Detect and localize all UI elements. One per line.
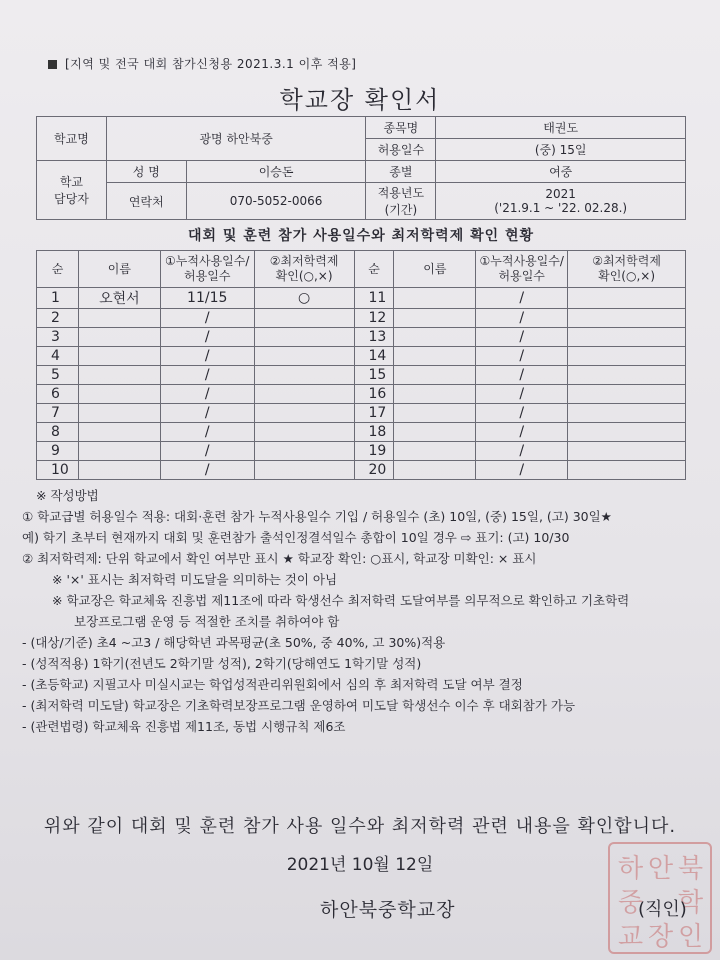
cell-check-left	[254, 309, 354, 328]
header-days-right	[476, 251, 568, 288]
seal-label: (직인)	[638, 899, 687, 920]
detail-5: - (관련법령) 학교체육 진흥법 제11조, 동법 시행규칙 제6조	[22, 719, 346, 734]
seal-char: 학	[678, 888, 704, 918]
header-note-text: [지역 및 전국 대회 참가신청용 2021.3.1 이후 적용]	[65, 57, 357, 71]
note-2: ② 최저학력제: 단위 학교에서 확인 여부만 표시 ★ 학교장 확인: ○표시, 학교장 미확인: × 표시	[22, 551, 537, 566]
year-label	[366, 183, 436, 220]
cell-days-right: /	[476, 328, 568, 347]
cell-name-left	[78, 328, 160, 347]
header-name-left: 이름	[78, 251, 160, 288]
cell-no-left: 8	[37, 423, 79, 442]
cell-check-right	[568, 288, 686, 309]
cell-no-left: 2	[37, 309, 79, 328]
cell-days-left: /	[160, 461, 254, 480]
header-check-line2: 확인(○,×)	[275, 269, 333, 283]
header-check-right	[568, 251, 686, 288]
cell-check-left	[254, 442, 354, 461]
square-bullet-icon	[48, 60, 57, 69]
table-row	[37, 461, 686, 480]
header-days-line2: 허용일수	[498, 269, 545, 283]
manager-label-line2: 담당자	[54, 192, 89, 206]
seal-char: 하	[618, 854, 644, 884]
cell-days-left: /	[160, 366, 254, 385]
note-1: ① 학교급별 허용일수 적용: 대회·훈련 참가 누적사용일수 기입 / 허용일수 (초) 10일, (중) 15일, (고) 30일★	[22, 509, 612, 524]
cell-no-left: 5	[37, 366, 79, 385]
table-row	[37, 288, 686, 309]
seal-char: 교	[618, 922, 644, 952]
seal-char: 장	[648, 922, 674, 952]
header-check-left	[254, 251, 354, 288]
cell-name-left	[78, 404, 160, 423]
table-row	[37, 366, 686, 385]
table-row	[37, 309, 686, 328]
header-name-right: 이름	[394, 251, 476, 288]
cell-days-right: /	[476, 347, 568, 366]
confirm-statement: 위와 같이 대회 및 훈련 참가 사용 일수와 최저학력 관련 내용을 확인합니다.	[43, 816, 677, 837]
header-check-line1: ②최저학력제	[269, 254, 339, 268]
cell-name-left	[78, 366, 160, 385]
cell-days-right: /	[476, 404, 568, 423]
cell-no-right: 17	[354, 404, 394, 423]
cell-name-right	[394, 347, 476, 366]
name-value: 이승돈	[186, 161, 366, 183]
cell-no-left: 1	[37, 288, 79, 309]
detail-1: - (대상/기준) 초4 ~고3 / 해당학년 과목평균(초 50%, 중 40%, 고 30%)적용	[22, 635, 446, 650]
cell-days-right: /	[476, 385, 568, 404]
year-label-line1: 적용년도	[377, 186, 425, 200]
cell-days-left: /	[160, 423, 254, 442]
section-title: 대회 및 훈련 참가 사용일수와 최저학력제 확인 현황	[187, 228, 535, 244]
cell-no-right: 19	[354, 442, 394, 461]
cell-no-left: 9	[37, 442, 79, 461]
cell-check-left	[254, 366, 354, 385]
sport-value: 태권도	[436, 117, 686, 139]
cell-check-right	[568, 328, 686, 347]
cell-days-left: /	[160, 385, 254, 404]
cell-check-left	[254, 347, 354, 366]
cell-name-right	[394, 309, 476, 328]
cell-check-right	[568, 385, 686, 404]
seal-char: 중	[618, 888, 644, 918]
notes-heading: ※ 작성방법	[36, 488, 99, 503]
cell-no-left: 6	[37, 385, 79, 404]
contact-label: 연락처	[106, 183, 186, 220]
cell-check-left: ○	[254, 288, 354, 309]
header-no-right: 순	[354, 251, 394, 288]
cell-check-right	[568, 404, 686, 423]
cell-no-right: 11	[354, 288, 394, 309]
cell-days-left: /	[160, 347, 254, 366]
cell-days-left: /	[160, 309, 254, 328]
detail-2: - (성적적용) 1학기(전년도 2학기말 성적), 2학기(당해연도 1학기말 성적)	[22, 656, 422, 671]
table-row	[37, 347, 686, 366]
cell-days-left: /	[160, 442, 254, 461]
header-note	[48, 55, 356, 72]
cell-days-right: /	[476, 366, 568, 385]
cell-check-right	[568, 423, 686, 442]
cell-name-right	[394, 404, 476, 423]
cell-no-left: 4	[37, 347, 79, 366]
note-2-a: ※ '×' 표시는 최저학력 미도달을 의미하는 것이 아님	[52, 572, 338, 587]
contact-value: 070-5052-0066	[186, 183, 366, 220]
header-days-line2: 허용일수	[184, 269, 231, 283]
cell-days-right: /	[476, 461, 568, 480]
cell-check-left	[254, 385, 354, 404]
year-value	[436, 183, 686, 220]
cell-name-right	[394, 423, 476, 442]
cell-no-right: 20	[354, 461, 394, 480]
cell-name-right	[394, 461, 476, 480]
cell-days-right: /	[476, 309, 568, 328]
table-row	[37, 442, 686, 461]
year-value-line1: 2021	[545, 187, 576, 201]
cell-name-left	[78, 461, 160, 480]
cell-check-right	[568, 442, 686, 461]
days-label: 허용일수	[366, 139, 436, 161]
cell-name-left	[78, 309, 160, 328]
cell-check-right	[568, 366, 686, 385]
document-title: 학교장 확인서	[279, 86, 441, 114]
cell-check-right	[568, 347, 686, 366]
sport-label: 종목명	[366, 117, 436, 139]
notes-section	[22, 485, 712, 737]
note-2-b-line1: ※ 학교장은 학교체육 진흥법 제11조에 따라 학생선수 최저학력 도달여부를 의무적으로 확인하고 기초학력	[52, 593, 630, 608]
cell-name-right	[394, 366, 476, 385]
manager-label	[37, 161, 107, 220]
cell-no-left: 10	[37, 461, 79, 480]
cell-check-right	[568, 309, 686, 328]
cell-check-left	[254, 328, 354, 347]
header-days-line1: ①누적사용일수/	[479, 254, 564, 268]
cell-check-right	[568, 461, 686, 480]
seal-char: 안	[648, 854, 674, 884]
days-value: (중) 15일	[436, 139, 686, 161]
cell-days-left: /	[160, 404, 254, 423]
table-header-row	[37, 251, 686, 288]
header-no-left: 순	[37, 251, 79, 288]
cell-no-right: 15	[354, 366, 394, 385]
detail-3: - (초등학교) 지필고사 미실시교는 학업성적관리위원회에서 심의 후 최저학력 도달 여부 결정	[22, 677, 523, 692]
seal-char: 북	[678, 854, 704, 884]
cell-name-left	[78, 442, 160, 461]
school-label: 학교명	[37, 117, 107, 161]
cell-days-left: /	[160, 328, 254, 347]
participation-table	[36, 250, 686, 480]
cell-days-left: 11/15	[160, 288, 254, 309]
year-value-line2: ('21.9.1 ~ '22. 02.28.)	[494, 201, 628, 215]
type-label: 종별	[366, 161, 436, 183]
header-check-line2: 확인(○,×)	[598, 269, 655, 283]
cell-name-right	[394, 288, 476, 309]
cell-no-left: 3	[37, 328, 79, 347]
info-table	[36, 116, 686, 220]
cell-name-right	[394, 328, 476, 347]
school-value: 광명 하안북중	[106, 117, 366, 161]
year-label-line2: (기간)	[384, 203, 418, 217]
cell-name-left: 오현서	[78, 288, 160, 309]
manager-label-line1: 학교	[59, 175, 84, 189]
note-1-example: 예) 학기 초부터 현재까지 대회 및 훈련참가 출석인정결석일수 총합이 10일 경우 ⇨ 표기: (고) 10/30	[22, 530, 570, 545]
cell-name-left	[78, 347, 160, 366]
name-label: 성 명	[106, 161, 186, 183]
table-row	[37, 385, 686, 404]
cell-no-right: 16	[354, 385, 394, 404]
cell-no-left: 7	[37, 404, 79, 423]
table-row	[37, 423, 686, 442]
cell-name-right	[394, 385, 476, 404]
cell-name-left	[78, 385, 160, 404]
header-check-line1: ②최저학력제	[592, 254, 661, 268]
cell-no-right: 13	[354, 328, 394, 347]
detail-4: - (최저학력 미도달) 학교장은 기초학력보장프로그램 운영하여 미도달 학생선수 이수 후 대회참가 가능	[22, 698, 576, 713]
header-days-left	[160, 251, 254, 288]
cell-days-right: /	[476, 288, 568, 309]
cell-name-right	[394, 442, 476, 461]
header-days-line1: ①누적사용일수/	[165, 254, 250, 268]
note-2-b-line2: 보장프로그램 운영 등 적절한 조치를 취하여야 함	[74, 614, 340, 629]
table-row	[37, 404, 686, 423]
cell-name-left	[78, 423, 160, 442]
cell-no-right: 18	[354, 423, 394, 442]
cell-no-right: 14	[354, 347, 394, 366]
cell-no-right: 12	[354, 309, 394, 328]
principal-name: 하안북중학교장	[320, 899, 456, 921]
cell-check-left	[254, 423, 354, 442]
cell-check-left	[254, 461, 354, 480]
table-row	[37, 328, 686, 347]
cell-check-left	[254, 404, 354, 423]
issue-date: 2021년 10월 12일	[286, 855, 434, 875]
cell-days-right: /	[476, 423, 568, 442]
type-value: 여중	[436, 161, 686, 183]
cell-days-right: /	[476, 442, 568, 461]
seal-char: 인	[678, 922, 704, 952]
